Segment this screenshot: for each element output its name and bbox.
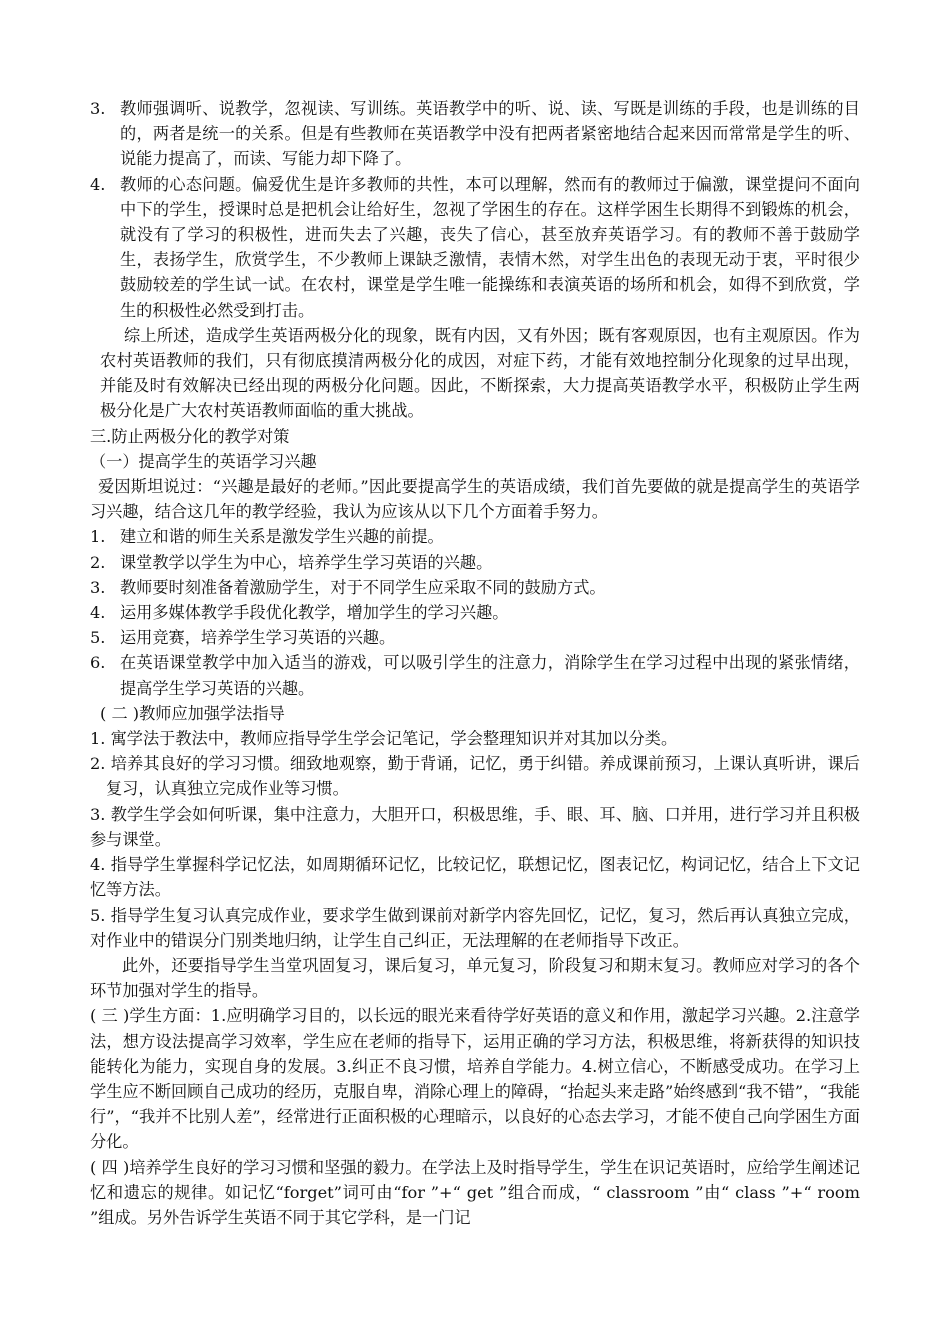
subsection-paragraph: ( 三 )学生方面：1.应明确学习目的，以长远的眼光来看待学好英语的意义和作用，激起学习兴趣。2.注意学法，想方设法提高学习效率，学生应在老师的指导下，运用正确的学习方法，积极思维，将新获得的知识技能转化为能力，实现自身的发展。3.纠正不良习惯，培养自学能力。4.树立信心，不断感受成功。在学习上学生应不断回顾自己成功的经历，克服自卑，消除心理上的障碍，“抬起头来走路”始终感到“我不错”，“我能行”，“我并不比别人差”，经常进行正面积极的心理暗示，以良好的心态去学习，才能不使自己向学困生方面分化。 xyxy=(90,1006,860,1152)
list-item xyxy=(90,650,860,700)
list-item xyxy=(90,524,860,549)
list-item xyxy=(90,600,860,625)
list-text: 教师要时刻准备着激励学生，对于不同学生应采取不同的鼓励方式。 xyxy=(120,577,606,597)
list-number: 3. xyxy=(90,577,106,597)
extra-paragraph: 此外，还要指导学生当堂巩固复习，课后复习，单元复习，阶段复习和期末复习。教师应对学习的各个环节加强对学生的指导。 xyxy=(90,955,860,1001)
list-number: 2. xyxy=(90,552,106,572)
list-number: 3. xyxy=(90,99,106,118)
list-text: 运用多媒体教学手段优化教学，增加学生的学习兴趣。 xyxy=(120,603,509,623)
list-item xyxy=(90,550,860,575)
list-number: 1. xyxy=(90,527,106,547)
list-item xyxy=(90,575,860,600)
list-item: 5. 指导学生复习认真完成作业，要求学生做到课前对新学内容先回忆，记忆，复习，然后再认真独立完成，对作业中的错误分门别类地归纳，让学生自己纠正，无法理解的在老师指导下改正。 xyxy=(90,905,860,950)
section-heading: 三.防止两极分化的教学对策 xyxy=(90,426,290,446)
list-text: 课堂教学以学生为中心，培养学生学习英语的兴趣。 xyxy=(120,552,493,572)
list-item xyxy=(90,172,860,323)
list-text: 教师强调听、说教学，忽视读、写训练。英语教学中的听、说、读、写既是训练的手段，也是训练的目的，两者是统一的关系。但是有些教师在英语教学中没有把两者紧密地结合起来因而常常是学生的听、说能力提高了，而读、写能力却下降了。 xyxy=(120,99,860,169)
summary-paragraph: 综上所述，造成学生英语两极分化的现象，既有内因，又有外因；既有客观原因，也有主观原因。作为农村英语教师的我们，只有彻底摸清两极分化的成因，对症下药，才能有效地控制分化现象的过早出现，并能及时有效解决已经出现的两极分化问题。因此，不断探索，大力提高英语教学水平，积极防止学生两极分化是广大农村英语教师面临的重大挑战。 xyxy=(100,325,860,421)
list-item xyxy=(90,625,860,650)
list-number: 4. xyxy=(90,174,106,194)
subsection-heading: （一）提高学生的英语学习兴趣 xyxy=(90,451,317,471)
list-item: 3. 教学生学会如何听课，集中注意力，大胆开口，积极思维，手、眼、耳、脑、口并用，进行学习并且积极参与课堂。 xyxy=(90,804,860,849)
list-number: 6. xyxy=(90,653,106,673)
intro-paragraph: 爱因斯坦说过：“兴趣是最好的老师。”因此要提高学生的英语成绩，我们首先要做的就是提高学生的英语学习兴趣，结合这几年的教学经验，我认为应该从以下几个方面着手努力。 xyxy=(90,477,860,522)
list-text: 运用竞赛，培养学生学习英语的兴趣。 xyxy=(120,628,396,648)
list-text: 建立和谐的师生关系是激发学生兴趣的前提。 xyxy=(120,527,444,547)
list-item xyxy=(90,96,860,172)
list-item: 2. 培养其良好的学习习惯。细致地观察，勤于背诵，记忆，勇于纠错。养成课前预习，上课认真听讲，课后复习，认真独立完成作业等习惯。 xyxy=(90,754,860,799)
document-page xyxy=(90,96,860,1230)
list-text: 在英语课堂教学中加入适当的游戏，可以吸引学生的注意力，消除学生在学习过程中出现的紧张情绪，提高学生学习英语的兴趣。 xyxy=(120,653,860,698)
list-number: 4. xyxy=(90,603,106,623)
subsection-paragraph: ( 四 )培养学生良好的学习习惯和坚强的毅力。在学法上及时指导学生，学生在识记英语时，应给学生阐述记忆和遗忘的规律。如记忆“forget”词可由“for ”+“ get ”组合而成，“ classroom ”由“ class ”+“ room ”组成。另外告诉学生英语不同于其它学科，是一门记 xyxy=(90,1157,860,1227)
subsection-heading: ( 二 )教师应加强学法指导 xyxy=(100,703,285,723)
list-item: 1. 寓学法于教法中，教师应指导学生学会记笔记，学会整理知识并对其加以分类。 xyxy=(90,729,678,749)
list-text: 教师的心态问题。偏爱优生是许多教师的共性，本可以理解，然而有的教师过于偏激，课堂提问不面向中下的学生，授课时总是把机会让给好生，忽视了学困生的存在。这样学困生长期得不到锻炼的机会，就没有了学习的积极性，进而失去了兴趣，丧失了信心，甚至放弃英语学习。有的教师不善于鼓励学生，表扬学生，欣赏学生，不少教师上课缺乏激情，表情木然，对学生出色的表现无动于衷，平时很少鼓励较差的学生试一试。在农村，课堂是学生唯一能操练和表演英语的场所和机会，如得不到欣赏，学生的积极性必然受到打击。 xyxy=(120,174,860,320)
list-item: 4. 指导学生掌握科学记忆法，如周期循环记忆，比较记忆，联想记忆，图表记忆，构词记忆，结合上下文记忆等方法。 xyxy=(90,855,860,900)
list-number: 5. xyxy=(90,628,106,648)
